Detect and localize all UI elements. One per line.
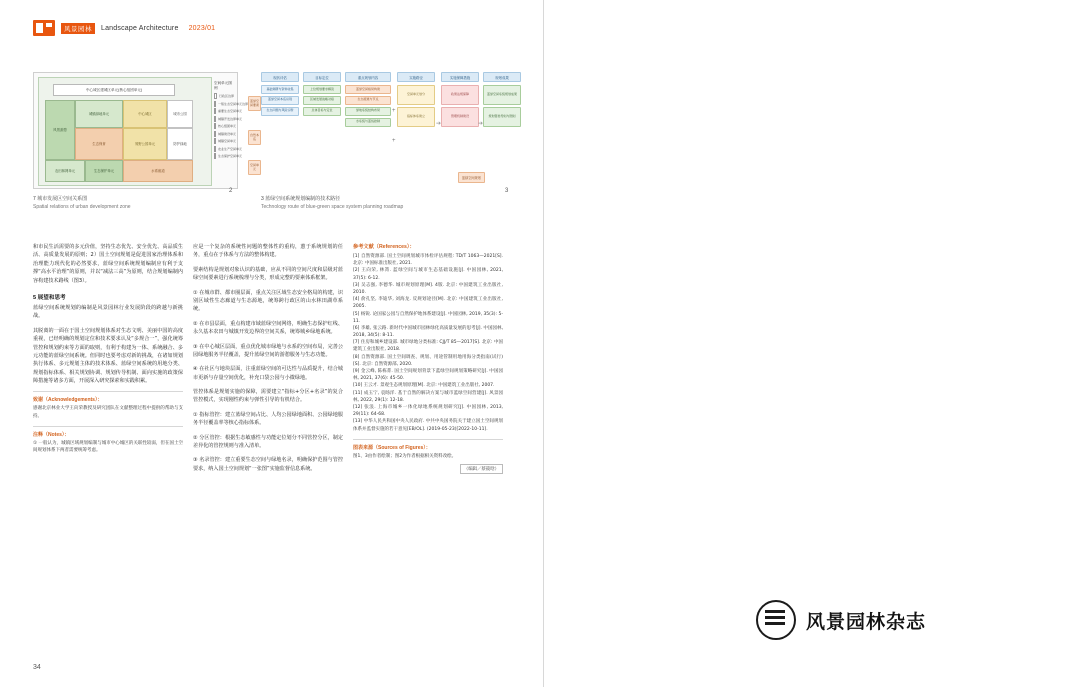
body-paragraph: 要素结构是规划对象认识的基础，应从不同的空间尺度和层级对蓝绿空间要素进行系统梳理与分类，形成完整的要素体系框架。	[193, 266, 343, 282]
figure3-caption-en: Technology route of blue-green space system planning roadmap	[261, 203, 404, 210]
brand-logo-icon	[756, 600, 796, 640]
reference-item: [2] 王向荣, 林箐. 蓝绿空间与城市生态基础设施[J]. 中国园林, 2021, 37(5): 6-12.	[353, 268, 503, 281]
body-paragraph: 和市民生活需要的多元价值，坚持生态优先、安全优先、高品质生活、高质量发展的原则；2）国土空间规划是促进国家治理体系和治理能力现代化的必然要求，蓝绿空间系统规划编制应有利于支撑“高水平治理”的原则，并以“减法三高”为原则，结合规划编制内容构建技术路线（图3）。	[33, 244, 183, 284]
figure2-number: 2	[229, 188, 233, 194]
figure2-diagram-title: 中心城区建城区单元(核心组团单元)	[53, 84, 175, 96]
flow-box: 上位规划要求解读	[303, 85, 341, 94]
flow-column	[397, 72, 435, 129]
reference-item: [12] 张浪. 上海市城乡一体化绿地系统规划研究[J]. 中国园林, 2013, 29(11): 64-68.	[353, 404, 503, 418]
flow-box: 水系统与蓝线控制	[345, 118, 391, 127]
body-paragraph: 蓝绿空间系统规划的编制是风景园林行业发展阶段的跨越与新挑战。	[33, 304, 183, 320]
figure2-caption	[33, 196, 243, 211]
legend-label: 城镇开发边界单元	[218, 116, 243, 121]
body-paragraph: 管控体系是规划实施的保障，需要建立“指标+分区+名录”的复合管控模式，实现刚性约束与弹性引导的有机结合。	[193, 389, 343, 404]
figure2-caption-cn: 7 城市发展区空间关系图	[33, 196, 88, 202]
reference-item: [4] 俞孔坚, 李迪华, 刘海龙. 反规划途径[M]. 北京: 中国建筑工业出版社, 2005.	[353, 297, 503, 310]
flow-box: 蓝绿空间本底识别	[261, 96, 299, 105]
flow-box: 绿地系统结构布局	[345, 107, 391, 116]
legend-item	[214, 153, 243, 159]
flow-column	[303, 72, 341, 118]
reference-item: [3] 吴志强, 李德华. 城市规划原理[M]. 4版. 北京: 中国建筑工业出版社, 2010.	[353, 282, 503, 295]
flow-box: 空间单元划分	[397, 85, 435, 105]
flow-box: 规划管控导则与图则	[483, 107, 521, 127]
divider	[33, 391, 183, 392]
legend-item	[214, 131, 237, 137]
figure2-cell: 水系廊道	[123, 160, 193, 182]
flow-box: 生态问题与风险诊断	[261, 107, 299, 116]
flow-box: 蓝绿空间格局构建	[345, 85, 391, 94]
reference-item: [1] 自然资源部. 国土空间规划城市体检评估规程: TD/T 1063—2021[S]. 北京: 中国标准出版社, 2021.	[353, 254, 503, 267]
legend-item	[214, 116, 243, 122]
flow-box: 政策法规保障	[441, 85, 479, 105]
legend-label: 生态保护空间单元	[218, 154, 243, 158]
legend-label: 城镇空间单元	[218, 139, 237, 143]
flow-column-head: 现状评估	[261, 72, 299, 82]
editor-credit-text: （编辑／蔡筱晗）	[460, 464, 503, 474]
divider	[353, 439, 503, 440]
figure2-cell: 城镇绿地单元	[75, 100, 123, 128]
flow-box: 蓝绿空间系统规划成果	[483, 85, 521, 105]
body-paragraph: 应是一个复杂的系统性问题的整体性的重构，蕙于系统规划的任务，重点在于体系与方法的整体构建。	[193, 244, 343, 259]
figure2-cell: 城市公园	[167, 100, 193, 128]
legend-item	[214, 108, 243, 114]
flow-column-head: 重点规划内容	[345, 72, 391, 82]
flow-side-tag: 空间单元	[248, 160, 261, 175]
journal-logo-icon	[33, 20, 55, 36]
acknowledgements-title: 致谢（Acknowledgements）：	[33, 397, 103, 404]
body-paragraph: ① 在城市群、都市圈层面，重点关注区域生态安全格局的构建，识别区域性生态廊道与生态源地，统筹跨行政区的山水林田湖草系统。	[193, 289, 343, 313]
legend-item	[214, 146, 243, 152]
reference-item: [11] 成玉宁, 袁旸洋. 基于自然的解决方案与城市蓝绿空间营建[J]. 风景园林, 2022, 29(1): 12-18.	[353, 390, 503, 403]
flow-column-head: 实施路径	[397, 72, 435, 82]
body-paragraph: ④ 在社区与地块层面，注重蓝绿空间的可达性与品质提升，结合城市更新与存量空间优化，补充口袋公园与小微绿地。	[193, 366, 343, 381]
figure-sources-text: 图1、3由作者绘制；图2为作者根据相关资料改绘。	[353, 453, 457, 459]
legend-item	[214, 123, 237, 129]
figure-planning-roadmap	[249, 72, 517, 187]
figure-row	[33, 72, 517, 210]
figure2-cell: 防护绿地	[167, 128, 193, 160]
notes-title: 注释（Notes）：	[33, 431, 70, 438]
editor-credit	[353, 464, 503, 474]
text-column-2	[193, 243, 343, 479]
reference-item: [10] 王云才. 景观生态规划原理[M]. 北京: 中国建筑工业出版社, 2007.	[353, 383, 495, 389]
figure3-caption-cn: 3 蓝绿空间系统规划编制的技术路径	[261, 196, 341, 202]
reference-item: [9] 金云峰, 陈栋菁. 国土空间规划背景下蓝绿空间规划策略研究[J]. 中国园林, 2021, 37(6): 45-50.	[353, 369, 503, 382]
flow-column	[261, 72, 299, 118]
flow-column	[441, 72, 479, 129]
figure3-number: 3	[505, 188, 509, 194]
reference-item: [6] 李雄, 张云路. 新时代中国城市园林绿化高质量发展的思考[J]. 中国园林, 2018, 34(5): 8-11.	[353, 325, 503, 339]
figure2-cell: 郊野公园单元	[123, 128, 167, 160]
legend-item	[214, 101, 249, 107]
flow-column-head: 规划成果	[483, 72, 521, 82]
reference-item: [5] 杨锐. 论国家公园与自然保护地体系建设[J]. 中国园林, 2019, 35(3): 5-11.	[353, 311, 503, 324]
body-paragraph: ② 在市县层面，重点构建市域蓝绿空间网络，明确生态保护红线、永久基本农田与城镇开发边界的空间关系，统筹城乡绿地系统。	[193, 320, 343, 336]
legend-label: 一般生态空间单元边界	[218, 101, 249, 106]
flow-column-head: 目标定位	[303, 72, 341, 82]
legend-label: 重要生态空间单元	[218, 109, 243, 113]
flow-column-head: 实施保障措施	[441, 72, 479, 82]
flow-column	[345, 72, 391, 129]
flow-box: 总体目标与定位	[303, 107, 341, 116]
text-column-3	[353, 243, 503, 474]
reference-item: [13] 中华人民共和国中央人民政府. 中共中央国务院关于建立国土空间规划体系并监督实施的若干意见[EB/OL]. (2019-05-23)[2022-10-11].	[353, 419, 503, 432]
divider	[33, 426, 183, 427]
brand-watermark	[756, 600, 926, 640]
plus-icon: +	[392, 138, 396, 144]
figure2-cell: 农田林网单元	[45, 160, 85, 182]
arrow-right-icon: ➔	[436, 121, 442, 127]
reference-item: [7] 住房和城乡建设部. 城市绿地分类标准: CJJ/T 85—2017[S]. 北京: 中国建筑工业出版社, 2018.	[353, 340, 503, 353]
body-paragraph: ③ 名录管控：建立重要生态空间与绿地名录，明确保护范围与管控要求，纳入国土空间规划“一张图”实施监督信息系统。	[193, 457, 343, 472]
body-paragraph: ① 指标管控：建立蓝绿空间占比、人均公园绿地面积、公园绿地服务半径覆盖率等核心指标体系。	[193, 411, 343, 427]
figure2-legend	[214, 81, 249, 161]
figure2-cell: 中心城区	[123, 100, 167, 128]
section-heading: 5 展望和思考	[33, 294, 66, 301]
figure-urban-development-zone	[33, 72, 249, 189]
body-paragraph: 其脱离的一面在于国土空间规划体系对生态文明、美丽中国的高度重视，已经明确的规划定位和技术要求认及“多规合一”，强化统筹管控和规划约束等方面的取则，有利于构建为一体、系统融合、多元功能的蓝绿空间系统。但同时也要考虑对新的挑战，在诸如规划执行体系、多元规划主体的技术体系、蓝绿空间系统的用地分类、规划指标体系、相关规划协调、规划传导机制、面向实施的政策保障措施等诸多方面，开展深入研究探索和实践积累。	[33, 327, 183, 385]
acknowledgements-text: 感谢北京林业大学王向荣教授及研究团队在文献整理过程中提供的帮助与支持。	[33, 406, 183, 419]
flow-box: 管理机制建设	[441, 107, 479, 127]
legend-label: 行政区边界	[218, 94, 234, 98]
figure2-cell: 生态保育	[75, 128, 123, 160]
page-header	[33, 20, 215, 36]
legend-item	[214, 93, 234, 99]
legend-label: 农业生产空间单元	[218, 146, 243, 151]
flow-side-tag: 蓝绿空间要素	[248, 96, 261, 111]
body-paragraph: ② 分区管控：根据生态敏感性与功能定位划分不同管控分区，制定差异化的管控规则与准入清单。	[193, 434, 343, 450]
flow-box: 区域发展战略对接	[303, 96, 341, 105]
figure-sources-title: 图表来源（Sources of Figures）：	[353, 444, 431, 451]
body-paragraph: ③ 在中心城区层面，重点优化城市绿地与水系的空间布局，完善公园绿地服务半径覆盖，提升蓝绿空间的游憩服务与生态功能。	[193, 343, 343, 358]
brand-name: 风景园林杂志	[806, 610, 927, 633]
figure2-cell: 风景游憩	[45, 100, 75, 160]
figure2-cell: 生态保护单元	[85, 160, 123, 182]
figure3-caption	[261, 196, 511, 211]
legend-item	[214, 138, 237, 144]
legend-label: 核心组团单元	[218, 124, 237, 128]
flow-box: 指标体系建立	[397, 107, 435, 127]
legend-label: 城镇建设单元	[218, 131, 237, 136]
reference-item: [8] 自然资源部. 国土空间调查、规划、用途管制用地用海分类指南(试行)[S]. 北京: 自然资源部, 2020.	[353, 354, 503, 367]
text-column-1	[33, 243, 183, 454]
flow-note: 蓝绿空间规划	[458, 172, 485, 183]
references-title: 参考文献（References）：	[353, 244, 415, 250]
journal-name-cn: 风景园林	[61, 23, 95, 34]
figure2-caption-en: Spatial relations of urban development zone	[33, 203, 131, 210]
issue-label: 2023/01	[188, 24, 216, 32]
flow-box: 基础调研与资料收集	[261, 85, 299, 94]
flow-side-tag: 自然本底	[248, 130, 261, 145]
notes-text: ① 一般认为，城镇区域规划编制与城市中心城区的关联性较弱，但在国土空间规划体系下两者需要统筹考虑。	[33, 440, 183, 454]
right-blank-pane	[544, 0, 1074, 687]
page-number: 34	[33, 664, 41, 671]
plus-icon: +	[392, 108, 396, 114]
legend-title: 空间单元图例	[214, 81, 232, 90]
flow-column	[483, 72, 521, 129]
journal-name-en: Landscape Architecture	[101, 24, 179, 32]
flow-box: 生态廊道与节点	[345, 96, 391, 105]
figure2-diagram	[38, 77, 212, 186]
arrow-right-icon: ➔	[478, 121, 484, 127]
